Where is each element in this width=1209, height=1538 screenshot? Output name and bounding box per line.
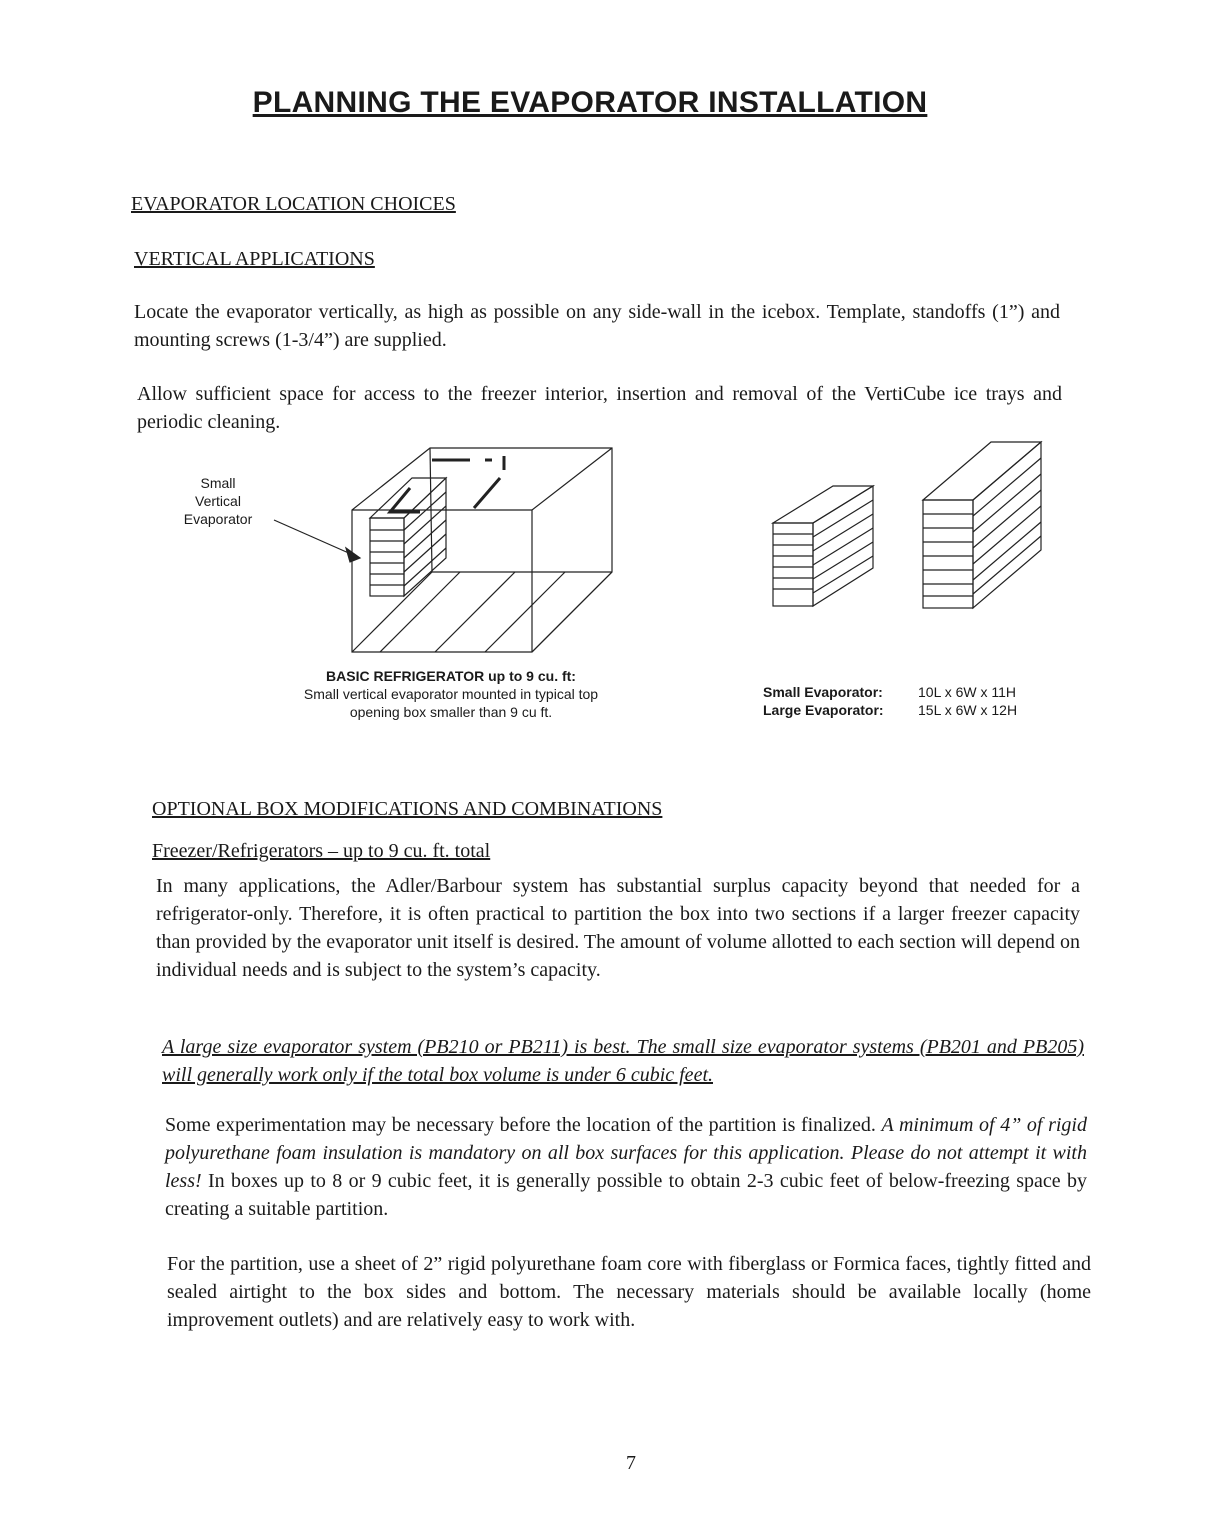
para-text: Some experimentation may be necessary before the location of the partition is finalized. <box>165 1114 876 1136</box>
note-large-evaporator: A large size evaporator system (PB210 or PB211) is best. The small size evaporator systems (PB201 and PB205) will generally work only if the total box volume is under 6 cubic feet. <box>162 1036 1084 1086</box>
caption-line: Small vertical evaporator mounted in typical top <box>303 686 599 702</box>
tubing <box>390 456 504 512</box>
small-evaporator-dims: 10L x 6W x 11H <box>918 684 1017 700</box>
large-evaporator-dims: 15L x 6W x 12H <box>918 702 1018 718</box>
para-text: In boxes up to 8 or 9 cubic feet, it is generally possible to obtain 2-3 cubic feet of below-freezing space by creating a suitable partition. <box>165 1170 1087 1220</box>
small-evaporator <box>773 486 873 606</box>
small-evaporator-label: Small Evaporator: <box>763 684 883 700</box>
figure-left-caption <box>256 667 646 721</box>
section-heading-location-choices: EVAPORATOR LOCATION CHOICES <box>131 193 456 215</box>
figure-label-small-vertical-evaporator <box>168 474 268 528</box>
caption-line: opening box smaller than 9 cu ft. <box>349 704 553 720</box>
label-line: Small <box>200 475 236 491</box>
inner-floor-diag2 <box>435 572 515 652</box>
caption-title: BASIC REFRIGERATOR up to 9 cu. ft: <box>326 668 576 684</box>
large-evaporator <box>923 442 1041 608</box>
insulation-warning: A minimum of 4” of rigid polyurethane foam insulation is mandatory on all box surfaces for this application. Please do not attempt it with less! <box>165 1114 1087 1192</box>
paragraph-locate-evaporator: Locate the evaporator vertically, as high as possible on any side-wall in the icebox. Template, standoffs (1”) and mounting screws (1-3/4”) are supplied. <box>134 301 1060 351</box>
paragraph-allow-space: Allow sufficient space for access to the freezer interior, insertion and removal of the VertiCube ice trays and periodic cleaning. <box>137 383 1062 433</box>
evaporator-sizes <box>763 683 1017 719</box>
page-title: PLANNING THE EVAPORATOR INSTALLATION <box>252 86 928 119</box>
label-line: Vertical <box>195 493 241 509</box>
inner-floor-diag3 <box>485 572 565 652</box>
icebox-diagram <box>260 440 630 665</box>
large-evaporator-label: Large Evaporator: <box>763 702 884 718</box>
paragraph-experimentation <box>165 1111 1087 1223</box>
page-number: 7 <box>626 1452 636 1474</box>
box-top-right-edge <box>532 448 612 510</box>
section-heading-optional-modifications: OPTIONAL BOX MODIFICATIONS AND COMBINATIONS <box>152 798 663 820</box>
pointer-arrowhead <box>346 548 360 562</box>
paragraph-many-applications: In many applications, the Adler/Barbour system has substantial surplus capacity beyond that needed for a refrigerator-only. Therefore, it is often practical to partition the box into two sections if a larger freezer capacity than provided by the evaporator unit itself is desired. The amount of volume allotted to each section will depend on individual needs and is subject to the system’s capacity. <box>156 875 1080 981</box>
label-line: Evaporator <box>183 511 253 527</box>
evaporators-diagram <box>765 438 1050 613</box>
subheading-freezer-refrigerators: Freezer/Refrigerators – up to 9 cu. ft. total <box>152 840 491 862</box>
inner-floor-diag4 <box>532 572 612 652</box>
subheading-vertical-applications: VERTICAL APPLICATIONS <box>134 248 375 270</box>
paragraph-partition: For the partition, use a sheet of 2” rigid polyurethane foam core with fiberglass or Formica faces, tightly fitted and sealed airtight to the box sides and bottom. The necessary materials should be available locally (home improvement outlets) and are relatively easy to work with. <box>167 1253 1091 1331</box>
